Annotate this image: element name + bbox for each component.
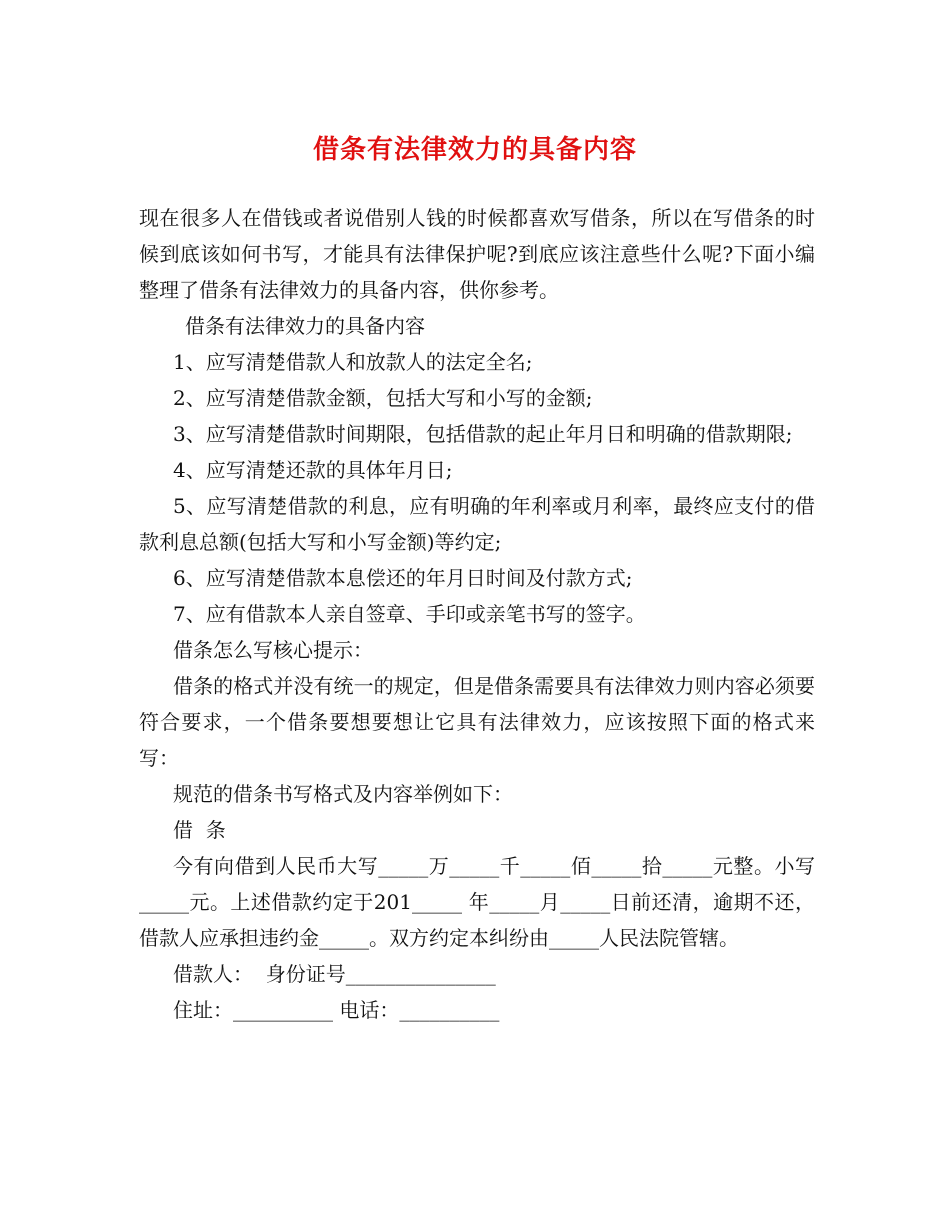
list-item: 5、应写清楚借款的利息，应有明确的年利率或月利率，最终应支付的借款利息总额(包括大写和小写金额)等约定; xyxy=(139,494,815,554)
list-item: 1、应写清楚借款人和放款人的法定全名; xyxy=(173,350,533,374)
address-phone-line: 住址：__________ 电话：__________ xyxy=(173,998,500,1022)
list-item: 7、应有借款本人亲自签章、手印或亲笔书写的签字。 xyxy=(173,602,646,626)
list-item: 6、应写清楚借款本息偿还的年月日时间及付款方式; xyxy=(173,566,633,590)
borrower-line: 借款人： 身份证号_______________ xyxy=(173,962,496,986)
iou-body-paragraph: 今有向借到人民币大写_____万_____千_____佰_____拾_____元整。小写_____元。上述借款约定于201_____ 年_____月_____日前还清，逾期不还，借款人应承担违约金_____。双方约定本纠纷由_____人民法院管辖。 xyxy=(139,854,815,950)
list-item: 3、应写清楚借款时间期限，包括借款的起止年月日和明确的借款期限; xyxy=(173,422,793,446)
section-heading: 借条有法律效力的具备内容 xyxy=(185,314,425,338)
example-heading: 规范的借条书写格式及内容举例如下： xyxy=(173,782,513,806)
iou-heading: 借 条 xyxy=(173,818,226,842)
intro-paragraph: 现在很多人在借钱或者说借别人钱的时候都喜欢写借条，所以在写借条的时候到底该如何书写，才能具有法律保护呢?到底应该注意些什么呢?下面小编整理了借条有法律效力的具备内容，供你参考。 xyxy=(139,206,815,302)
format-paragraph: 借条的格式并没有统一的规定，但是借条需要具有法律效力则内容必须要符合要求，一个借条要想要想让它具有法律效力，应该按照下面的格式来写： xyxy=(139,674,815,770)
list-item: 2、应写清楚借款金额，包括大写和小写的金额; xyxy=(173,386,593,410)
document-body xyxy=(139,200,815,1028)
tips-heading: 借条怎么写核心提示： xyxy=(173,638,373,662)
list-item: 4、应写清楚还款的具体年月日; xyxy=(173,458,453,482)
document-title: 借条有法律效力的具备内容 xyxy=(312,135,637,165)
